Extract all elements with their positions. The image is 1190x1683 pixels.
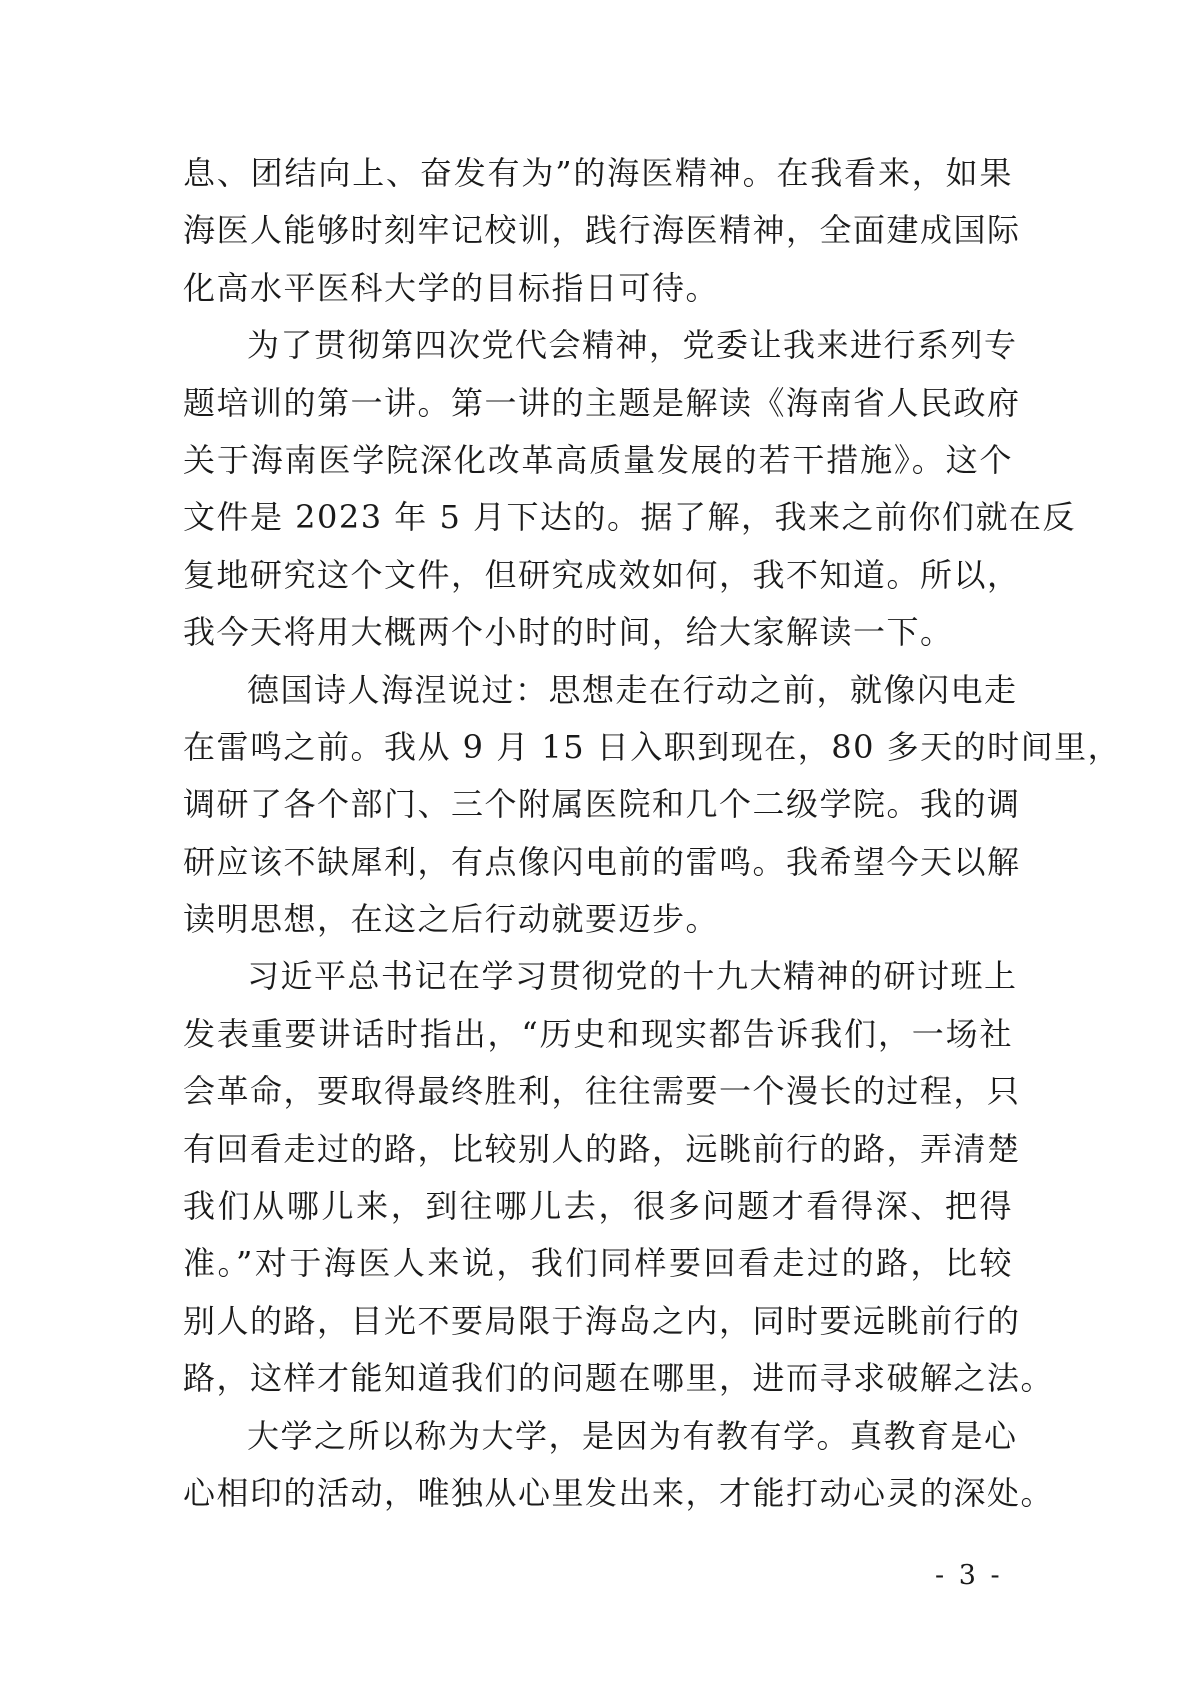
page-number: - 3 - <box>935 1560 1003 1591</box>
text-line: 有回看走过的路，比较别人的路，远眺前行的路，弄清楚 <box>183 1129 1021 1168</box>
body-text <box>183 145 1122 1522</box>
text-line: 息、团结向上、奋发有为”的海医精神。在我看来，如果 <box>183 154 1013 192</box>
text-line: 路，这样才能知道我们的问题在哪里，进而寻求破解之法。 <box>183 1359 1055 1398</box>
text-line: 化高水平医科大学的目标指日可待。 <box>183 268 720 307</box>
text-line: 会革命，要取得最终胜利，往往需要一个漫长的过程，只 <box>183 1072 1021 1111</box>
text-line: 德国诗人海涅说过：思想走在行动之前，就像闪电走 <box>247 670 1018 709</box>
text-line: 复地研究这个文件，但研究成效如何，我不知道。所以， <box>183 555 1021 594</box>
text-line: 心相印的活动，唯独从心里发出来，才能打动心灵的深处。 <box>183 1473 1055 1512</box>
text-line: 研应该不缺犀利，有点像闪电前的雷鸣。我希望今天以解 <box>183 842 1021 881</box>
text-line: 海医人能够时刻牢记校训，践行海医精神，全面建成国际 <box>183 211 1021 250</box>
text-line: 在雷鸣之前。我从 9 月 15 日入职到现在，80 多天的时间里， <box>183 727 1122 766</box>
text-line: 调研了各个部门、三个附属医院和几个二级学院。我的调 <box>183 785 1021 824</box>
text-line: 我今天将用大概两个小时的时间，给大家解读一下。 <box>183 613 954 652</box>
text-line: 发表重要讲话时指出，“历史和现实都告诉我们，一场社 <box>183 1014 1013 1053</box>
text-line: 别人的路，目光不要局限于海岛之内，同时要远眺前行的 <box>183 1301 1021 1340</box>
text-line: 习近平总书记在学习贯彻党的十九大精神的研讨班上 <box>247 957 1018 996</box>
text-line: 题培训的第一讲。第一讲的主题是解读《海南省人民政府 <box>183 383 1021 422</box>
text-line: 关于海南医学院深化改革高质量发展的若干措施》。这个 <box>183 440 1013 479</box>
text-line: 读明思想，在这之后行动就要迈步。 <box>183 900 720 939</box>
text-line: 为了贯彻第四次党代会精神，党委让我来进行系列专 <box>247 326 1018 365</box>
text-line: 文件是 2023 年 5 月下达的。据了解，我来之前你们就在反 <box>183 498 1076 537</box>
text-line: 大学之所以称为大学，是因为有教有学。真教育是心 <box>247 1416 1018 1455</box>
text-line: 准。”对于海医人来说，我们同样要回看走过的路，比较 <box>183 1244 1013 1283</box>
text-line: 我们从哪儿来，到往哪儿去，很多问题才看得深、把得 <box>183 1187 1013 1226</box>
